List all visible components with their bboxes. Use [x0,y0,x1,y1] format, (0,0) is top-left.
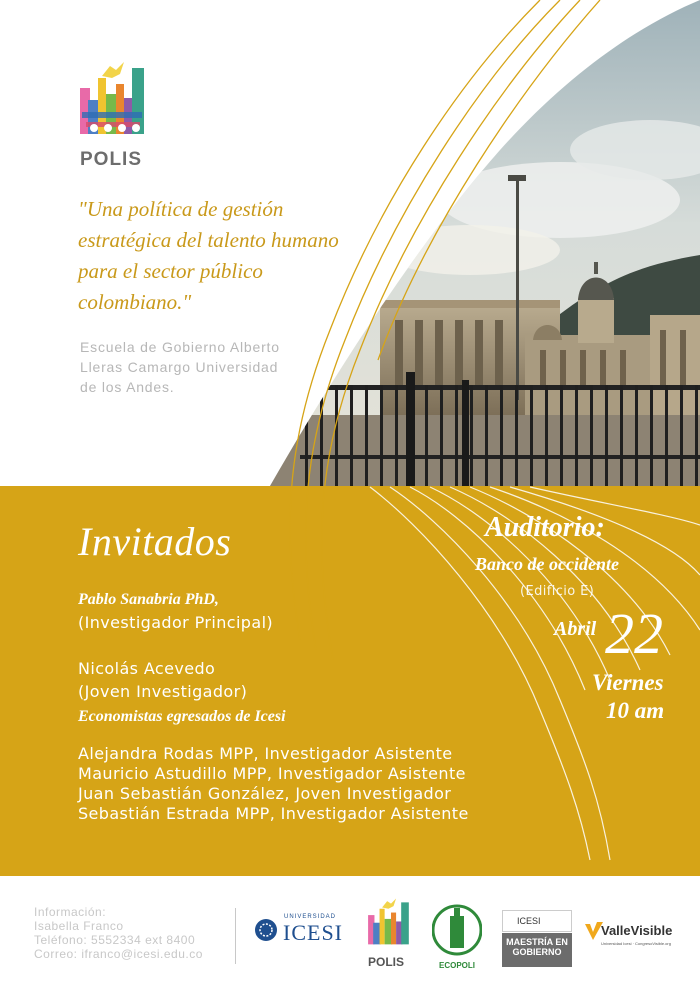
quote-line: estratégica del talento humano [78,228,339,252]
contact-line: Isabella Franco [34,919,124,933]
ecopoli-text: ECOPOLI [438,961,475,970]
venue-heading: Auditorio: [485,512,605,543]
guest-second-name: Nicolás Acevedo [78,659,216,678]
source-line: de los Andes. [80,379,175,395]
polis-small-icon [368,896,414,952]
ecopoli-emblem-icon [432,902,482,958]
quote-line: colombiano." [78,290,192,314]
icesi-text: ICESI [283,920,343,945]
maestria-line: GOBIERNO [512,947,562,957]
date-day: 22 [605,601,663,666]
source-line: Escuela de Gobierno Alberto [80,339,280,355]
maestria-line: MAESTRÍA EN [506,937,568,947]
guests-heading: Invitados [78,519,232,564]
polis-logo-text: POLIS [80,149,143,170]
maestria-header: ICESI [502,910,572,932]
group-member: Mauricio Astudillo MPP, Investigador Asistente [78,764,466,783]
guest-main-role: (Investigador Principal) [78,613,274,632]
date-month: Abril [554,618,597,640]
polis-logo [80,58,152,170]
source-line: Lleras Camargo Universidad [80,359,279,375]
vallevisible-text: ValleVisible [601,923,673,938]
date-weekday: Viernes [592,670,664,695]
group-member: Juan Sebastián González, Joven Investigador [78,784,452,803]
group-member: Sebastián Estrada MPP, Investigador Asistente [78,804,469,823]
footer-divider [235,908,236,964]
vallevisible-subtext: Universidad Icesi · CongresoVisible.org [601,941,671,946]
contact-line: Información: [34,905,107,919]
contact-line: Teléfono: 5552334 ext 8400 [34,933,196,947]
ecopoli-logo [432,902,482,976]
icesi-seal-icon [254,918,278,942]
polis-logo-icon [80,58,152,146]
guest-main-name: Pablo Sanabria PhD, [78,591,219,608]
contact-line: Correo: ifranco@icesi.edu.co [34,947,203,961]
vallevisible-logo [585,922,685,956]
polis-logo-small [368,896,416,976]
group-heading: Economistas egresados de Icesi [78,708,286,725]
group-member: Alejandra Rodas MPP, Investigador Asistente [78,744,453,763]
icesi-logo [254,914,354,950]
contact-info [34,905,234,961]
guest-second-role: (Joven Investigador) [78,682,248,701]
quote-line: "Una política de gestión [78,197,284,221]
maestria-logo [502,910,572,970]
polis-small-text: POLIS [368,955,405,969]
guests-list [78,588,438,728]
quote-line: para el sector público [78,259,263,283]
group-list [78,744,518,824]
venue-name: Banco de occidente [475,554,619,574]
quote [78,194,408,318]
maestria-box [502,933,572,967]
venue-building: (Edificio E) [520,584,595,599]
date-time: 10 am [606,698,665,723]
quote-source [80,337,320,397]
icesi-top-text: UNIVERSIDAD [284,914,337,920]
